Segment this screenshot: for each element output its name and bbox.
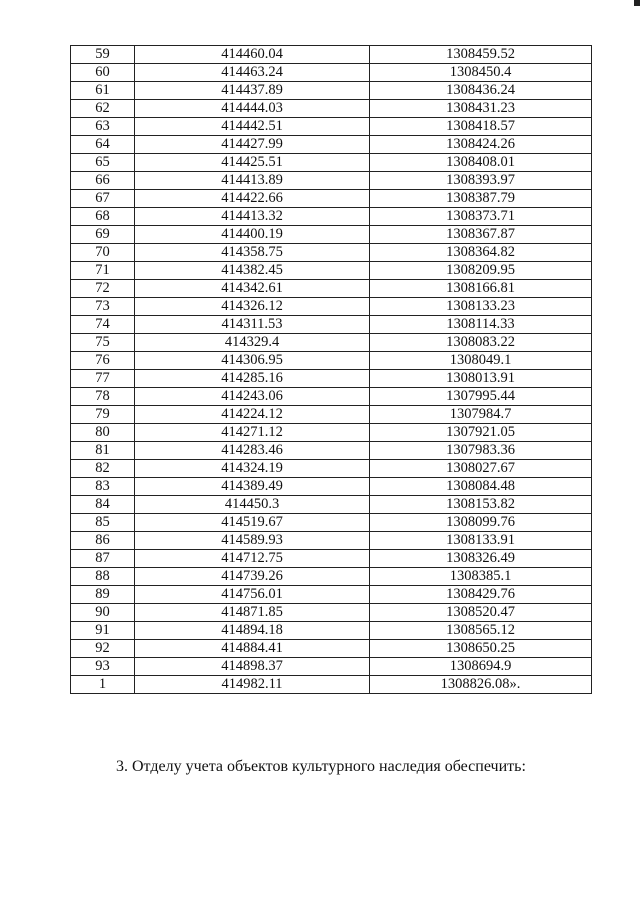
table-row [71,190,592,208]
point-number-cell: 69 [71,226,135,244]
x-coordinate-cell: 414898.37 [135,658,370,676]
x-coordinate-cell: 414389.49 [135,478,370,496]
x-coordinate-cell: 414427.99 [135,136,370,154]
y-coordinate-cell: 1308431.23 [370,100,592,118]
x-coordinate-cell: 414712.75 [135,550,370,568]
point-number-cell: 86 [71,532,135,550]
point-number-cell: 81 [71,442,135,460]
coordinates-table [70,45,592,694]
y-coordinate-cell: 1308153.82 [370,496,592,514]
y-coordinate-cell: 1308209.95 [370,262,592,280]
instruction-paragraph: 3. Отделу учета объектов культурного наследия обеспечить: [116,758,526,775]
point-number-cell: 79 [71,406,135,424]
point-number-cell: 89 [71,586,135,604]
y-coordinate-cell: 1308099.76 [370,514,592,532]
y-coordinate-cell: 1308450.4 [370,64,592,82]
point-number-cell: 59 [71,46,135,64]
y-coordinate-cell: 1308424.26 [370,136,592,154]
table-row [71,460,592,478]
point-number-cell: 77 [71,370,135,388]
x-coordinate-cell: 414463.24 [135,64,370,82]
table-row [71,82,592,100]
y-coordinate-cell: 1308166.81 [370,280,592,298]
table-row [71,334,592,352]
y-coordinate-cell: 1308364.82 [370,244,592,262]
x-coordinate-cell: 414358.75 [135,244,370,262]
point-number-cell: 80 [71,424,135,442]
point-number-cell: 82 [71,460,135,478]
y-coordinate-cell: 1308408.01 [370,154,592,172]
x-coordinate-cell: 414982.11 [135,676,370,694]
table-row [71,118,592,136]
point-number-cell: 62 [71,100,135,118]
point-number-cell: 1 [71,676,135,694]
y-coordinate-cell: 1308326.49 [370,550,592,568]
point-number-cell: 87 [71,550,135,568]
x-coordinate-cell: 414460.04 [135,46,370,64]
point-number-cell: 73 [71,298,135,316]
x-coordinate-cell: 414382.45 [135,262,370,280]
y-coordinate-cell: 1307921.05 [370,424,592,442]
x-coordinate-cell: 414422.66 [135,190,370,208]
table-row [71,370,592,388]
table-row [71,622,592,640]
x-coordinate-cell: 414425.51 [135,154,370,172]
x-coordinate-cell: 414450.3 [135,496,370,514]
x-coordinate-cell: 414519.67 [135,514,370,532]
point-number-cell: 63 [71,118,135,136]
y-coordinate-cell: 1308114.33 [370,316,592,334]
y-coordinate-cell: 1308133.91 [370,532,592,550]
point-number-cell: 78 [71,388,135,406]
y-coordinate-cell: 1307984.7 [370,406,592,424]
x-coordinate-cell: 414326.12 [135,298,370,316]
y-coordinate-cell: 1308387.79 [370,190,592,208]
table-row [71,532,592,550]
x-coordinate-cell: 414324.19 [135,460,370,478]
scan-corner-mark [634,0,640,6]
table-row [71,514,592,532]
x-coordinate-cell: 414413.32 [135,208,370,226]
x-coordinate-cell: 414894.18 [135,622,370,640]
table-row [71,640,592,658]
y-coordinate-cell: 1308373.71 [370,208,592,226]
y-coordinate-cell: 1308027.67 [370,460,592,478]
table-row [71,550,592,568]
table-row [71,172,592,190]
y-coordinate-cell: 1308520.47 [370,604,592,622]
table-row [71,406,592,424]
x-coordinate-cell: 414329.4 [135,334,370,352]
x-coordinate-cell: 414413.89 [135,172,370,190]
x-coordinate-cell: 414871.85 [135,604,370,622]
y-coordinate-cell: 1308826.08». [370,676,592,694]
x-coordinate-cell: 414589.93 [135,532,370,550]
table-row [71,316,592,334]
point-number-cell: 88 [71,568,135,586]
x-coordinate-cell: 414311.53 [135,316,370,334]
x-coordinate-cell: 414884.41 [135,640,370,658]
point-number-cell: 93 [71,658,135,676]
point-number-cell: 66 [71,172,135,190]
y-coordinate-cell: 1308367.87 [370,226,592,244]
table-row [71,658,592,676]
coordinates-table-body [71,46,592,694]
point-number-cell: 71 [71,262,135,280]
point-number-cell: 72 [71,280,135,298]
point-number-cell: 84 [71,496,135,514]
x-coordinate-cell: 414243.06 [135,388,370,406]
x-coordinate-cell: 414400.19 [135,226,370,244]
table-row [71,352,592,370]
x-coordinate-cell: 414224.12 [135,406,370,424]
table-row [71,424,592,442]
point-number-cell: 68 [71,208,135,226]
table-row [71,226,592,244]
table-row [71,244,592,262]
x-coordinate-cell: 414271.12 [135,424,370,442]
point-number-cell: 75 [71,334,135,352]
y-coordinate-cell: 1308385.1 [370,568,592,586]
y-coordinate-cell: 1308418.57 [370,118,592,136]
x-coordinate-cell: 414285.16 [135,370,370,388]
table-row [71,586,592,604]
table-row [71,496,592,514]
point-number-cell: 74 [71,316,135,334]
point-number-cell: 83 [71,478,135,496]
point-number-cell: 70 [71,244,135,262]
x-coordinate-cell: 414756.01 [135,586,370,604]
table-row [71,568,592,586]
table-row [71,388,592,406]
point-number-cell: 91 [71,622,135,640]
table-row [71,208,592,226]
table-row [71,136,592,154]
table-row [71,280,592,298]
point-number-cell: 60 [71,64,135,82]
y-coordinate-cell: 1308436.24 [370,82,592,100]
y-coordinate-cell: 1308393.97 [370,172,592,190]
x-coordinate-cell: 414739.26 [135,568,370,586]
y-coordinate-cell: 1308049.1 [370,352,592,370]
x-coordinate-cell: 414342.61 [135,280,370,298]
table-row [71,100,592,118]
point-number-cell: 85 [71,514,135,532]
table-row [71,262,592,280]
point-number-cell: 90 [71,604,135,622]
x-coordinate-cell: 414442.51 [135,118,370,136]
y-coordinate-cell: 1308083.22 [370,334,592,352]
y-coordinate-cell: 1308565.12 [370,622,592,640]
table-row [71,676,592,694]
point-number-cell: 61 [71,82,135,100]
table-row [71,478,592,496]
y-coordinate-cell: 1308133.23 [370,298,592,316]
table-row [71,442,592,460]
y-coordinate-cell: 1308459.52 [370,46,592,64]
x-coordinate-cell: 414283.46 [135,442,370,460]
y-coordinate-cell: 1308013.91 [370,370,592,388]
x-coordinate-cell: 414437.89 [135,82,370,100]
y-coordinate-cell: 1308650.25 [370,640,592,658]
point-number-cell: 76 [71,352,135,370]
point-number-cell: 92 [71,640,135,658]
table-row [71,46,592,64]
point-number-cell: 67 [71,190,135,208]
y-coordinate-cell: 1308429.76 [370,586,592,604]
y-coordinate-cell: 1308694.9 [370,658,592,676]
x-coordinate-cell: 414444.03 [135,100,370,118]
table-row [71,154,592,172]
table-row [71,64,592,82]
table-row [71,604,592,622]
x-coordinate-cell: 414306.95 [135,352,370,370]
point-number-cell: 65 [71,154,135,172]
point-number-cell: 64 [71,136,135,154]
table-row [71,298,592,316]
y-coordinate-cell: 1307995.44 [370,388,592,406]
y-coordinate-cell: 1307983.36 [370,442,592,460]
y-coordinate-cell: 1308084.48 [370,478,592,496]
